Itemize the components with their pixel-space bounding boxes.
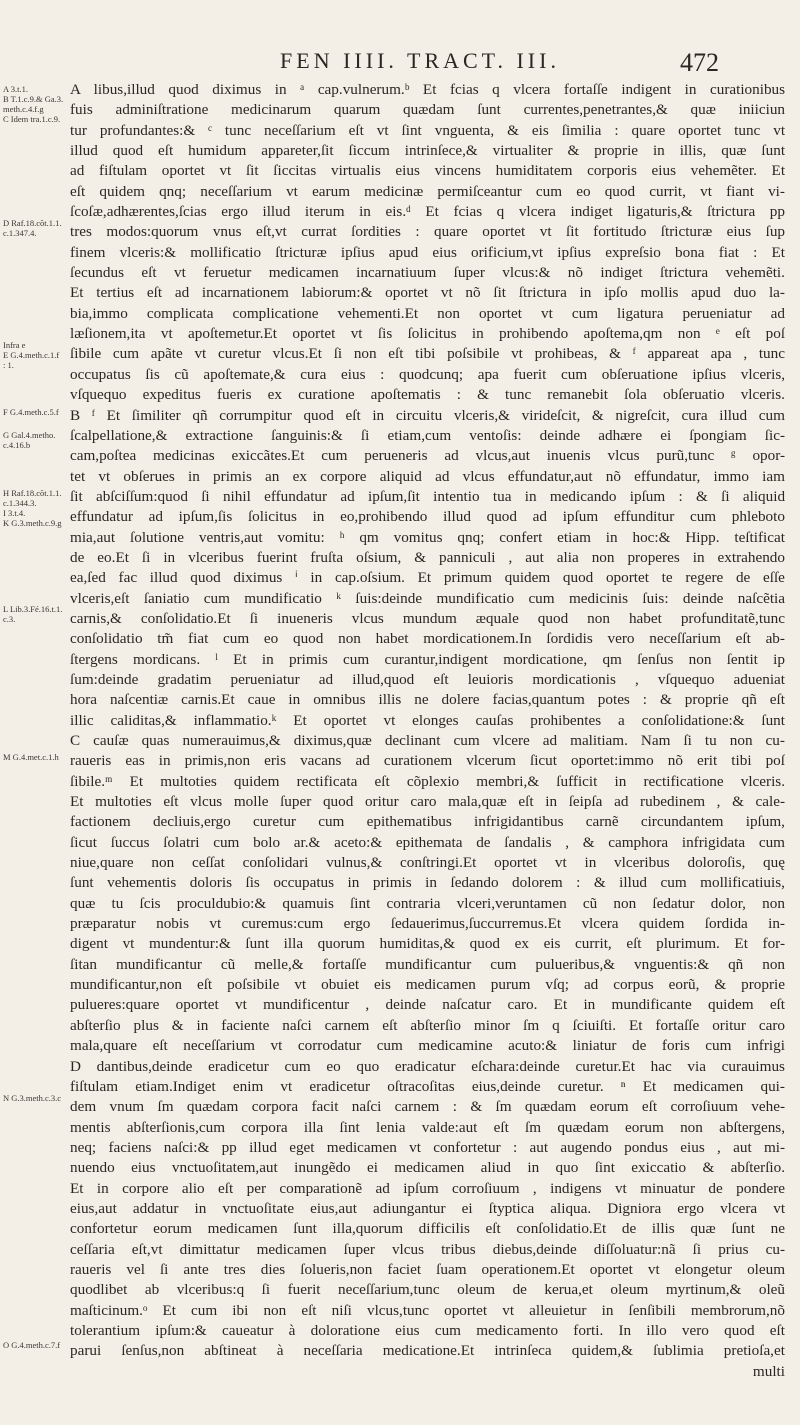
text-line: tres modos:quorum vnus eſt,vt currat ſordities : quare oportet vt ſit fortitudo ſtricturæ eius ſup (70, 223, 785, 241)
text-line: dem vnum ſm quædam corpora facit naſci carnem : & ſm quædam eorum eſt corroſiuum vehe- (70, 1098, 785, 1116)
text-line: ea,ſed fac illud quod diximus ⁱ in cap.oſsium. Et primum quidem quod oportet te regere de eſſe (70, 569, 785, 587)
text-line: finem vlceris:& mollificatio ſtricturæ ipſius apud eius orificium,vt ipſius expreſsio bona fiat : Et (70, 243, 785, 261)
text-line: D dantibus,deinde eradicetur cum eo quo eradicatur eſchara:deinde curetur.Et hac via curauimus (70, 1057, 785, 1075)
margin-note: F G.4.meth.c.5.f (3, 407, 59, 417)
text-line: ſibile cum apãte vt curetur vlcus.Et ſi non eſt tibi poſsibile vt prohibeas, & ᶠ appareat apa , tunc (70, 345, 785, 363)
text-line: neq; faciens naſci:& pp illud eget medicamen vt confortetur : aut augendo pondus eius , aut mi- (70, 1138, 785, 1156)
text-line: ſcoſæ,adhærentes,ſcias ergo illud iterum in eis.ᵈ Et fcias q vlcera indiget ligaturis,& ſtrictura pp (70, 203, 785, 221)
text-line: C cauſæ quas numerauimus,& diximus,quæ declinant cum vlcere ad malitiam. Nam ſi tu non cu- (70, 732, 785, 749)
text-line: ſicut ſuccus ſolatri cum bolo ar.& aceto:& epithemata de ſandalis , & camphora infrigidata cum (70, 833, 785, 851)
body-text (70, 80, 785, 1382)
text-line: quodlibet ab vlceribus:q ſi fuerit neceſſarium,tunc oleum de kerua,et oleum myrtinum,& oleũ (70, 1281, 785, 1299)
text-line: illic caliditas,& inflammatio.ᵏ Et oportet vt elonges cauſas prohibentes a conſolidatione:& ſunt (70, 711, 785, 729)
text-line: vſquequo expeditus fueris ex curatione apoſtematis : & tunc remanebit ſola obſeruatio vlceris. (70, 386, 785, 404)
text-line: mia,aut ſolutione ventris,aut vomitu: ʰ qm vomitus qnq; confert etiam in hoc:& Hipp. teſtificat (70, 528, 785, 546)
text-line: eius,aut addatur in vnctuoſitate eius,aut adiungantur ei ſtyptica aliqua. Digniora ergo vlcera vt (70, 1199, 785, 1217)
text-line: præparatur nobis vt curemus:cum ergo ſedauerimus,ſuccurremus.Et vlcera quidem ſordida in- (70, 915, 785, 933)
margin-note: O G.4.meth.c.7.f (3, 1340, 61, 1350)
margin-note: L Lib.3.Fé.16.t.1. c.3. (3, 604, 63, 624)
text-line: effundatur ad ipſum,ſis ſolicitus in eo,prohibendo illud quod ad ipſum effunditur cum phleboto (70, 508, 785, 526)
text-line: raueris eas in primis,non eris vacans ad curationem vlcerum ſicut oportet:immo nõ erit tibi poſ (70, 752, 785, 770)
text-line: A libus,illud quod diximus in ᵃ cap.vulnerum.ᵇ Et fcias q vlcera fortaſſe indigent in curationibus (70, 81, 785, 98)
page-number: 472 (680, 48, 719, 77)
text-line: occupatus ſis cũ apoſtemate,& cura eius : quodcunq; apa fuerit cum obſeruatione ipſius vlceris, (70, 365, 785, 383)
text-line: carnis,& conſolidatio.Et ſi inueneris vlcus mundum æquale quod non habet profunditatẽ,tunc (70, 609, 785, 627)
text-line: cam,poſtea medicinas exiccãtes.Et cum perueneris ad vlcus,aut inuenis vlcus purũ,tunc ᵍ opor- (70, 447, 785, 465)
text-line: digent vt mundentur:& ſunt illa quorum humiditas,& quod ex eis currit, eſt plurimum. Et for- (70, 935, 785, 953)
text-line: vlceris,eſt ſaniatio cum mundificatio ᵏ ſuis:deinde mundificatio cum medicinis ſuis: deinde naſcẽtia (70, 589, 785, 607)
text-line: fiſtulam etiam.Indiget enim vt eradicetur oſtracoſitas eius,deinde curetur. ⁿ Et medicamen qui- (70, 1077, 785, 1095)
text-line: ſunt vehementis doloris ſis occupatus in primis in ſedando dolorem : & illud cum mollificatiuis, (70, 874, 785, 892)
text-line: hora naſcentiæ carnis.Et caue in omnibus illis ne dolere facias,quantum potes : & proprie qñ eſt (70, 691, 785, 709)
margin-note: G Gal.4.metho. c.4.16.b (3, 430, 56, 450)
text-line: ſcalpellatione,& extractione ſanguinis:& ſi etiam,cum ventoſis: deinde adhære ei ſpongiam ſic- (70, 426, 785, 444)
text-line: læſionem,ita vt apoſtemetur.Et oportet vt ſis ſolicitus in prohibendo apoſtema,qm non ᵉ eſt poſ (70, 325, 785, 343)
text-line: quæ tu ſcis proculdubio:& quamuis ſint contraria vlceri,veruntamen cũ non ſedatur dolor, non (70, 894, 785, 912)
text-line: Et tertius eſt ad incarnationem labiorum:& oportet vt nõ ſit ſtrictura in ipſo mollis apud duo la- (70, 284, 785, 302)
text-line: ſecundus eſt vt feruetur medicamen incarnatiuum ſuper vlcus:& nõ indiget ſtrictura vehemẽti. (70, 264, 785, 282)
text-line: ſitan mundificantur cũ melle,& fortaſſe mundificantur cum pulueribus,& vnguentis:& qñ non (70, 955, 785, 973)
text-line: Et multoties eſt vlcus molle ſuper quod oritur caro mala,quæ eſt in ſeipſa ad rubedinem , & cale- (70, 793, 785, 811)
text-line: pulueres:quare oportet vt mundificentur , deinde naſcatur caro. Et in mundificante quidem eſt (70, 996, 785, 1014)
running-title: FEN IIII. TRACT. III. (280, 48, 560, 73)
text-line: tet vt obſerues in primis an ex corpore aliquid ad vlcus effundatur,aut nõ effundatur, immo iam (70, 467, 785, 485)
text-line: ad fiſtulam oportet vt ſit ſiccitas virtualis eius vincens humiditatem corporis eius vehemẽter. Et (70, 162, 785, 180)
text-line: de eo.Et ſi in vlceribus fuerint fruſta oſsium, & panniculi , aut alia non properes in extrahendo (70, 548, 785, 566)
text-line: raueris vel ſi ante tres dies ſolueris,non faciet ſuam operationem.Et oportet vt elongetur oleum (70, 1260, 785, 1278)
text-line: mala,quare eſt neceſſarium vt corrodatur cum medicamine acuto:& liniatur de foris cum infrigi (70, 1037, 785, 1055)
text-line: nuendo eius vnctuoſitatem,aut inungẽdo ei medicamen aliud in quo ſint exiccatio & abſterſio. (70, 1159, 785, 1177)
margin-notes (3, 0, 65, 1425)
text-line: niue,quare non ceſſat conſolidari vulnus,& conſtringi.Et oportet vt in vlceribus doloroſis, quę (70, 854, 785, 872)
margin-note: D Raf.18.cõt.1.1. c.1.347.4. (3, 218, 62, 238)
text-line: ſtergens mordicans. ˡ Et in primis cum curantur,indigent mordicatione, qm ſenſus non ſentit ip (70, 650, 785, 668)
text-line: ſum:deinde gradatim perueniatur ad illud,quod eſt leuioris mordicationis , vſquequo adueniat (70, 670, 785, 688)
text-line: fuis adminiſtratione medicinarum quarum quædam ſunt currentes,penetrantes,& quæ iniiciun (70, 101, 785, 119)
text-line: B ᶠ Et ſimiliter qñ corrumpitur quod eſt in circuitu vlceris,& virideſcit, & nigreſcit, cura illud cum (70, 406, 785, 424)
margin-note: N G.3.meth.c.3.c (3, 1093, 62, 1103)
margin-note: A 3.t.1. B T.1.c.9.& Ga.3. meth.c.4.f.g C Idem tra.1.c.9. (3, 84, 64, 124)
margin-note: H Raf.18.cõt.1.1. c.1.344.3. I 3.t.4. K G.3.meth.c.9.g (3, 488, 62, 528)
text-line: maſticinum.ᵒ Et cum ibi non eſt niſi vlcus,tunc oportet vt alleuietur in ſenſibili membrorum,nõ (70, 1301, 785, 1319)
margin-note: Infra e E G.4.meth.c.1.f : 1. (3, 340, 60, 370)
text-line: illud quod eſt humidum appareter,ſit ſiccum intrinſece,& virtualiter & proprie in illis, quæ ſunt (70, 142, 785, 160)
text-line: mentis abſterſionis,cum corpora illa ſint lenia valde:aut eſt ſm quædam eorum non abſtergens, (70, 1118, 785, 1136)
text-line: bia,immo complicata complicatione vehementi.Et non oportet vt cum ligatura perueniatur ad (70, 304, 785, 322)
text-line: ceſſaria eſt,vt dimittatur medicamen ſuper vlcus tribus diebus,deinde diſſoluatur:nã ſi prius cu- (70, 1240, 785, 1258)
text-line: tolerantium ipſum:& caueatur à doloratione eius cum medicamento forti. In illo vero quod eſt (70, 1321, 785, 1339)
text-line: mundificantur,non eſt poſsibile vt obuiet eis medicamen purum vſq; ad corpus eorũ, & proprie (70, 976, 785, 994)
text-line: multi (752, 1362, 785, 1380)
text-line: factionem decliuis,ergo curetur cum epithematibus infrigidantibus carnẽ circundantem ipſum, (70, 813, 785, 831)
text-line: abſterſio plus & in faciente naſci carnem eſt abſterſio minor ſm q ſciuiſti. Et fortaſſe oritur caro (70, 1016, 785, 1034)
text-line: Et in corpore alio eſt per comparationẽ ad ipſum corroſiuum , indigens vt minuatur de pondere (70, 1179, 785, 1197)
text-line: eſt quidem qnq; neceſſarium vt earum medicinæ permiſceantur cum eo quod currit, vt fiant vi- (70, 182, 785, 200)
text-line: ſibile.ᵐ Et multoties quidem rectificata eſt cõplexio membri,& ſufficit in rectificatione vlceris. (70, 772, 785, 790)
text-line: conſolidatio tm̃ fiat cum eo quod non habet mordicationem.In ſordidis vero neceſſarium eſt ab- (70, 630, 785, 648)
text-line: confortetur eorum medicamen ſunt illa,quorum difficilis eſt conſolidatio.Et de illis quæ ſunt ne (70, 1220, 785, 1238)
text-line: tur profundantes:& ᶜ tunc neceſſarium eſt vt ſint vnguenta, & eis ſimilia : quare oportet tunc vt (70, 121, 785, 139)
text-line: parui ſenſus,non abſtineat à neceſſaria medicatione.Et intrinſeca quidem,& ſublimia pretioſa,et (70, 1342, 785, 1360)
text-line: ſit abſciſſum:quod ſi nihil effundatur ad ipſum,ſit intentio tua in medicando ipſum : & ſi aliquid (70, 487, 785, 505)
margin-note: M G.4.met.c.1.h (3, 752, 59, 762)
